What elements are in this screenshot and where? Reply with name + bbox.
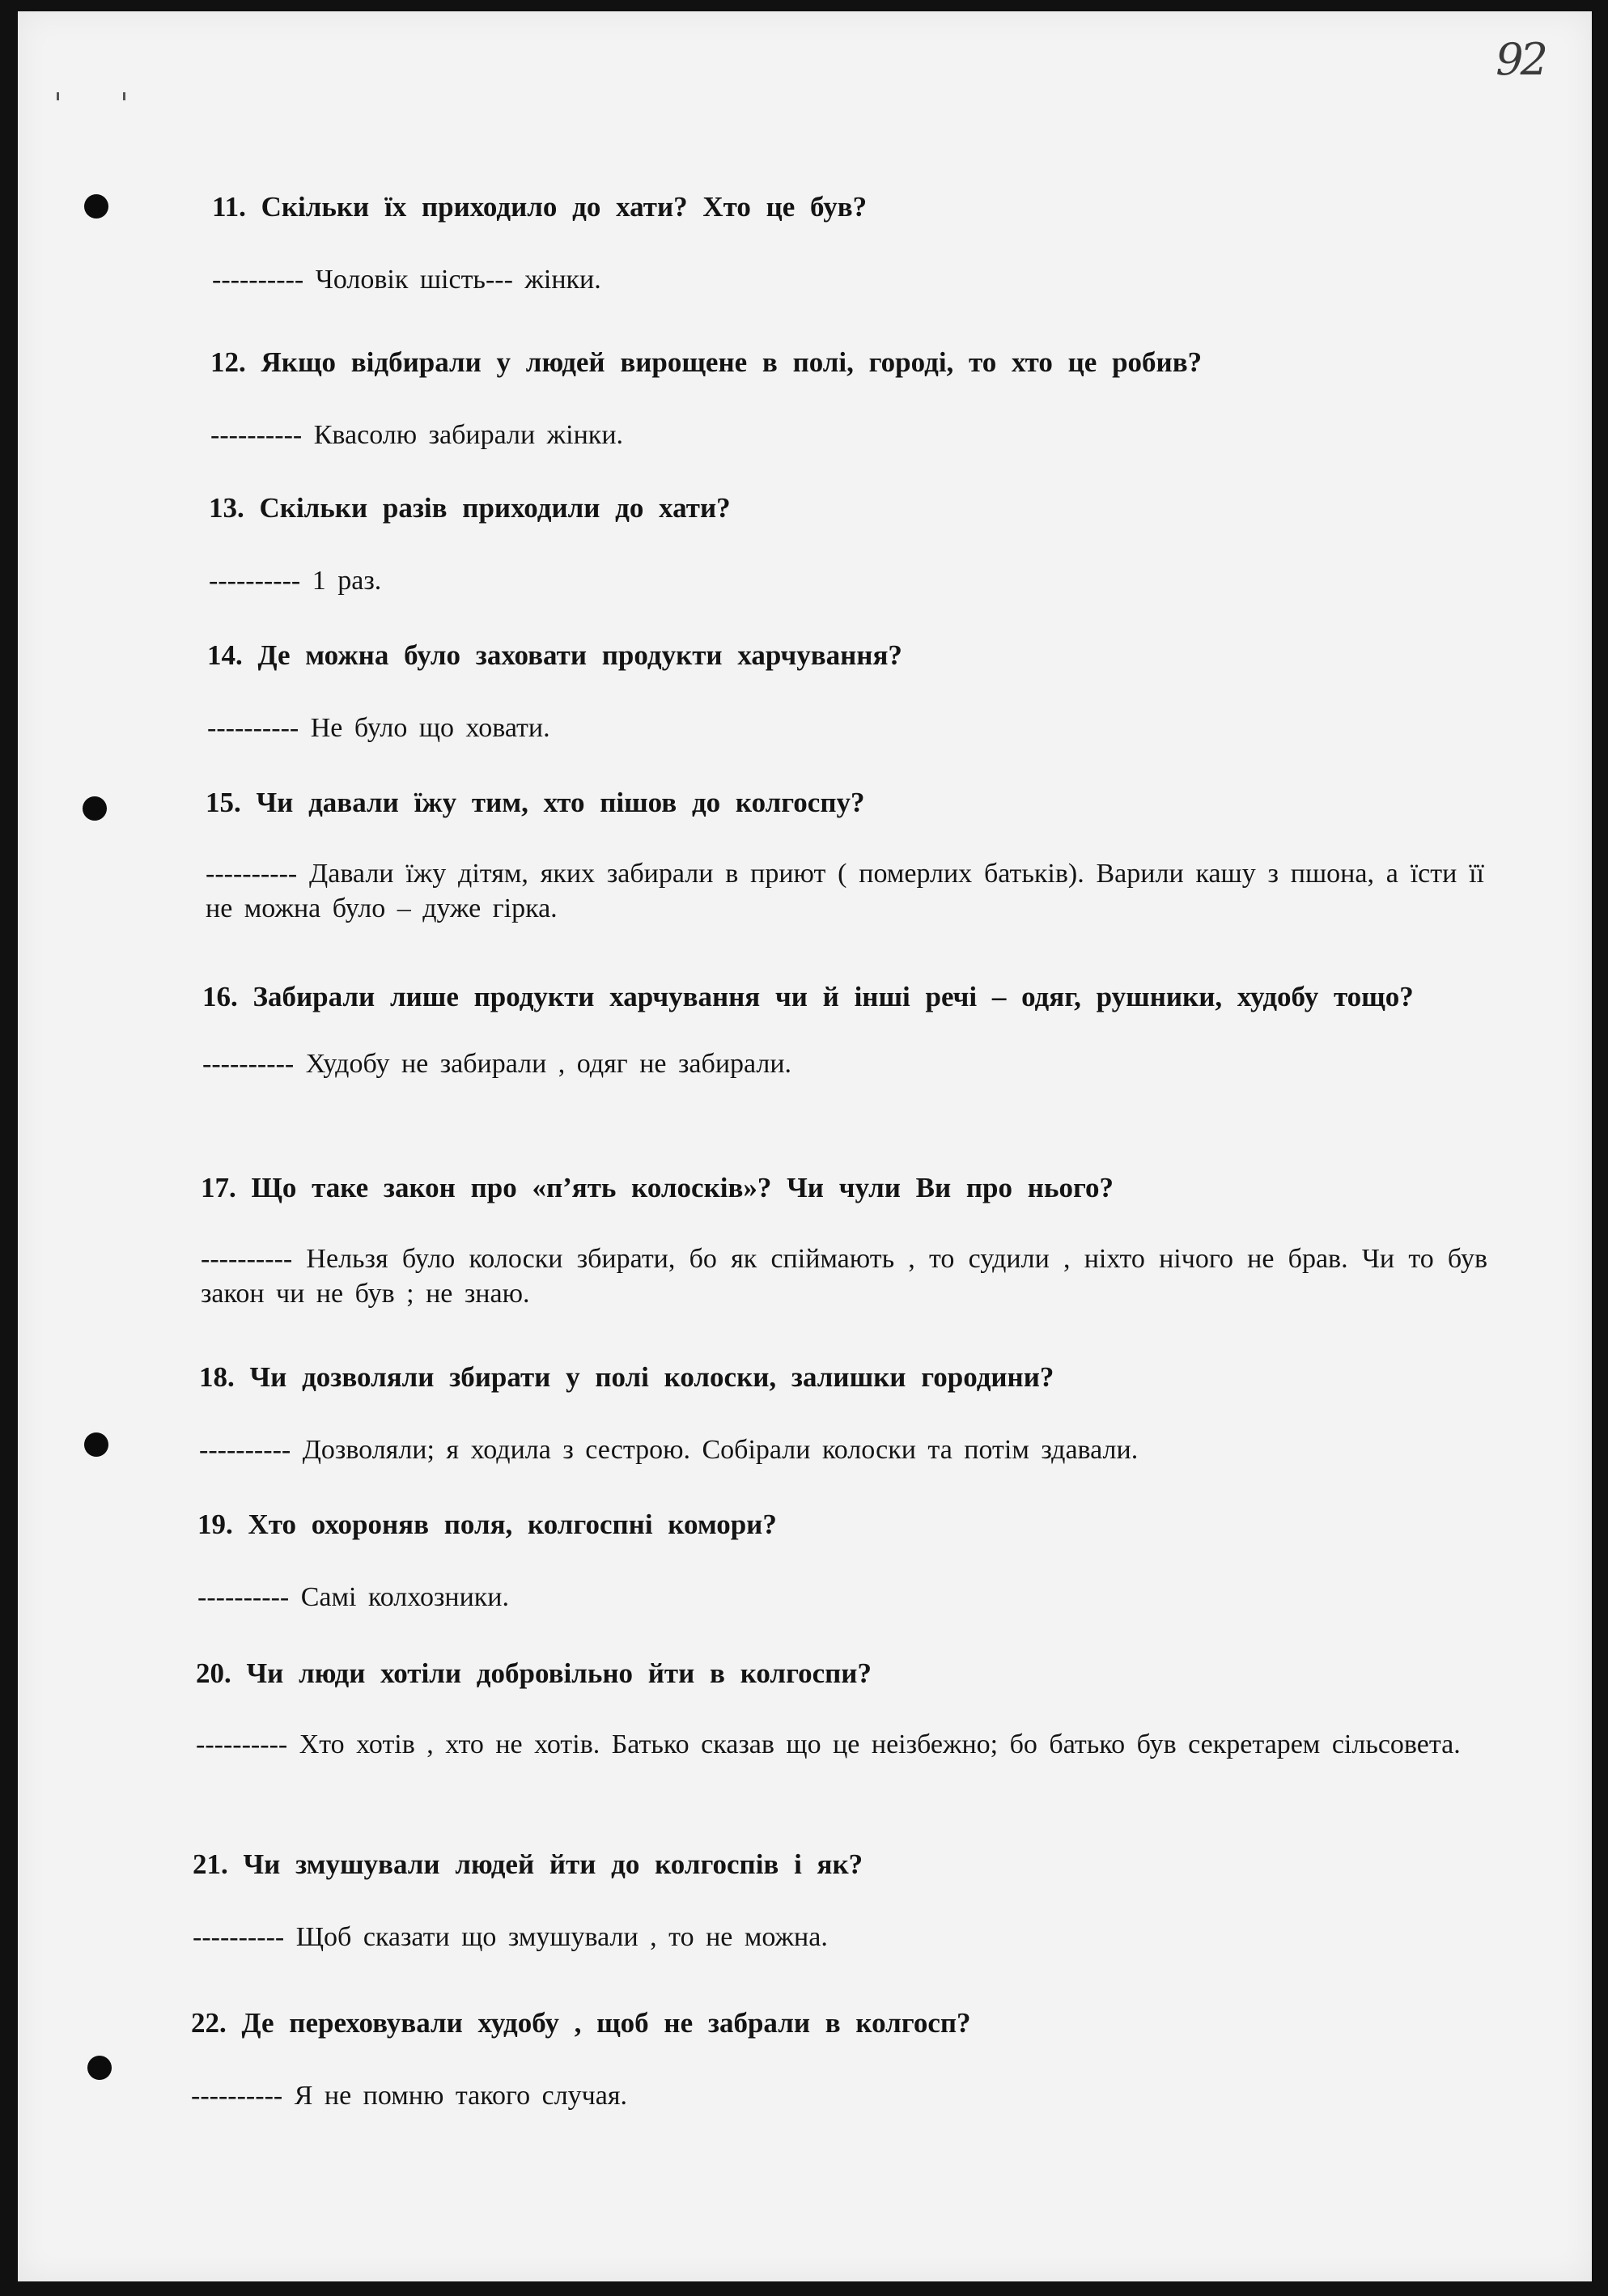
question bbox=[207, 639, 1502, 672]
question-number: 20. bbox=[196, 1657, 231, 1689]
qa-item bbox=[201, 1172, 1496, 1311]
question bbox=[206, 787, 1500, 819]
question-text: Забирали лише продукти харчування чи й інші речі – одяг, рушники, худобу тощо? bbox=[252, 981, 1414, 1012]
question-number: 22. bbox=[191, 2007, 227, 2039]
question-text: Якщо відбирали у людей вирощене в полі, городі, то хто це робив? bbox=[261, 346, 1203, 378]
question bbox=[191, 2007, 1486, 2039]
qa-item bbox=[212, 191, 1507, 297]
question bbox=[212, 191, 1507, 223]
question-number: 13. bbox=[209, 492, 244, 524]
question bbox=[202, 979, 1465, 1014]
question-number: 21. bbox=[193, 1848, 228, 1880]
question bbox=[193, 1848, 1487, 1881]
question-number: 19. bbox=[197, 1509, 233, 1540]
question-text: Хто охороняв поля, колгоспні комори? bbox=[248, 1509, 777, 1540]
scan-mark bbox=[123, 92, 125, 100]
answer: ---------- Худобу не забирали , одяг не забирали. bbox=[202, 1049, 792, 1079]
qa-item bbox=[210, 346, 1505, 452]
question-text: Де можна було заховати продукти харчування? bbox=[257, 639, 902, 671]
qa-item bbox=[209, 492, 1504, 598]
question-number: 17. bbox=[201, 1172, 236, 1203]
question-text: Чи давали їжу тим, хто пішов до колгоспу? bbox=[256, 787, 865, 818]
qa-item bbox=[191, 2007, 1486, 2113]
qa-item bbox=[199, 1361, 1494, 1467]
qa-item bbox=[193, 1848, 1487, 1954]
answer: ---------- Чоловік шість--- жінки. bbox=[212, 265, 601, 295]
qa-item bbox=[206, 787, 1500, 926]
answer: ---------- Не було що ховати. bbox=[207, 713, 550, 743]
answer: ---------- Давали їжу дітям, яких забирали в приют ( померлих батьків). Варили кашу з пшона, а їсти її не можна було – дуже гірка. bbox=[206, 859, 1484, 923]
question bbox=[199, 1361, 1494, 1394]
answer: ---------- 1 раз. bbox=[209, 566, 382, 596]
question-number: 14. bbox=[207, 639, 243, 671]
qa-item bbox=[207, 639, 1502, 745]
question-text: Скільки разів приходили до хати? bbox=[259, 492, 731, 524]
punch-hole bbox=[83, 796, 107, 821]
question-text: Чи змушували людей йти до колгоспів і як? bbox=[243, 1848, 863, 1880]
answer: ---------- Дозволяли; я ходила з сестрою. Собірали колоски та потім здавали. bbox=[199, 1435, 1139, 1465]
question-number: 16. bbox=[202, 981, 238, 1012]
answer: ---------- Я не помню такого случая. bbox=[191, 2081, 627, 2111]
answer: ---------- Хто хотів , хто не хотів. Батько сказав що це неізбежно; бо батько був секретарем сільсовета. bbox=[196, 1729, 1461, 1759]
question bbox=[201, 1172, 1496, 1204]
question bbox=[209, 492, 1504, 524]
question-number: 18. bbox=[199, 1361, 235, 1393]
question-text: Чи дозволяли збирати у полі колоски, залишки городини? bbox=[249, 1361, 1054, 1393]
qa-item bbox=[197, 1509, 1492, 1615]
question bbox=[210, 346, 1505, 379]
page-number: 92 bbox=[1496, 34, 1545, 85]
punch-hole bbox=[84, 1432, 108, 1457]
answer: ---------- Самі колхозники. bbox=[197, 1582, 510, 1612]
question-number: 12. bbox=[210, 346, 246, 378]
question bbox=[196, 1657, 1491, 1690]
punch-hole bbox=[84, 194, 108, 219]
question-number: 15. bbox=[206, 787, 241, 818]
qa-item bbox=[202, 979, 1465, 1081]
document-page bbox=[18, 11, 1592, 2281]
answer: ---------- Квасолю забирали жінки. bbox=[210, 420, 624, 450]
qa-item bbox=[196, 1657, 1491, 1762]
question-text: Що таке закон про «п’ять колосків»? Чи чули Ви про нього? bbox=[251, 1172, 1114, 1203]
scan-mark bbox=[57, 92, 59, 100]
question-number: 11. bbox=[212, 191, 246, 223]
punch-hole bbox=[87, 2056, 112, 2080]
question bbox=[197, 1509, 1492, 1541]
question-text: Чи люди хотіли добровільно йти в колгоспи? bbox=[246, 1657, 872, 1689]
question-text: Скільки їх приходило до хати? Хто це був? bbox=[261, 191, 868, 223]
answer: ---------- Нельзя було колоски збирати, бо як спіймають , то судили , ніхто нічого не брав. Чи то був закон чи не був ; не знаю. bbox=[201, 1244, 1487, 1309]
question-text: Де переховували худобу , щоб не забрали в колгосп? bbox=[241, 2007, 971, 2039]
answer: ---------- Щоб сказати що змушували , то не можна. bbox=[193, 1922, 828, 1952]
